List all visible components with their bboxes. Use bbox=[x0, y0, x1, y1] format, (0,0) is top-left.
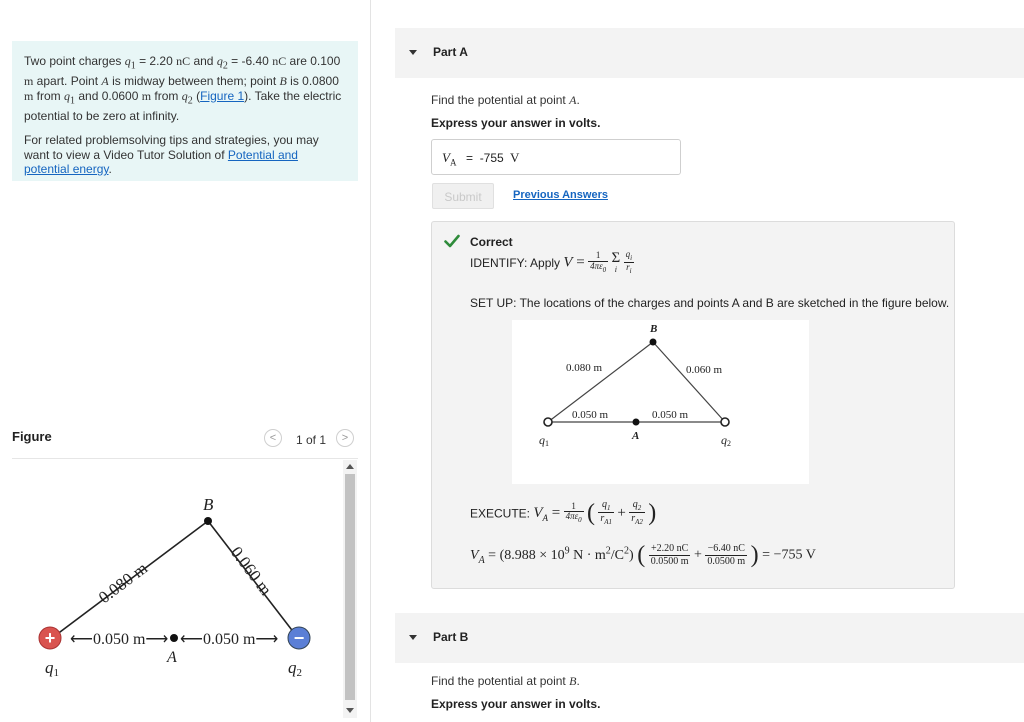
figure-link[interactable]: Figure 1 bbox=[200, 88, 245, 103]
part-b-header[interactable] bbox=[395, 613, 1024, 663]
execute-step: EXECUTE: $V_A$ = $\frac{1}{4\pi\varepsilon_0}$ ( $\frac{q_1}{r_{A1}}$ + $\frac{q_2}{r_{A2}}$ ) bbox=[470, 499, 657, 527]
answer-variable: $V_A$ bbox=[442, 150, 457, 168]
point-B bbox=[650, 339, 657, 346]
figure-charges-diagram bbox=[12, 470, 332, 690]
problem-column bbox=[0, 0, 371, 722]
problem-statement bbox=[12, 41, 358, 181]
numeric-calculation: $V_A = (8.988 \times 10^9$ $N \cdot m^2/C^2$) ( $\frac{+2.20 nC}{0.0500 m}$ + $\frac{-6.40 nC}{0.0500 m}$ ) = −755 V bbox=[470, 542, 816, 568]
figure-next-button[interactable]: > bbox=[336, 429, 354, 447]
part-a-question: Find the potential at point A. bbox=[431, 93, 580, 107]
feedback-panel bbox=[431, 221, 955, 589]
label-dist-B-q2: 0.060 m bbox=[226, 542, 276, 599]
answer-input[interactable] bbox=[431, 139, 681, 175]
label-dist-B-q2: 0.060 m bbox=[686, 364, 723, 376]
label-span-left: ⟵0.050 m⟶ bbox=[70, 631, 169, 648]
answer-column bbox=[371, 0, 1024, 722]
part-a-header[interactable] bbox=[395, 28, 1024, 78]
answer-unit: V bbox=[510, 150, 520, 165]
check-icon bbox=[444, 234, 460, 248]
point-A bbox=[170, 634, 178, 642]
answer-value: = -755 bbox=[466, 151, 504, 165]
label-q1: q1 bbox=[45, 658, 59, 679]
point-A bbox=[633, 419, 640, 426]
minus-sign: − bbox=[293, 628, 305, 648]
point-B bbox=[204, 517, 212, 525]
part-b-instruction: Express your answer in volts. bbox=[431, 697, 601, 711]
figure-pager: 1 of 1 bbox=[296, 433, 327, 447]
label-dist-q1-B: 0.080 m bbox=[94, 558, 151, 608]
problem-paragraph-1: Two point charges $q_1 = 2.20$ nC and $q_2 = -6.40$ nC are 0.100 m apart. Point A is midway between them; point B is 0.0800 m from $q_1$ and 0.0600 m from $q_2$ (Figure 1). Take the electric potential to be zero at infinity. bbox=[24, 54, 342, 123]
part-a-label: Part A bbox=[433, 45, 468, 59]
label-span-right: 0.050 m bbox=[652, 409, 689, 421]
video-tutor-link[interactable]: Potential and potential energy bbox=[24, 147, 298, 177]
setup-step: SET UP: The locations of the charges and points A and B are sketched in the figure below. bbox=[470, 296, 950, 310]
label-q2: q2 bbox=[721, 433, 731, 448]
label-A: A bbox=[632, 430, 640, 442]
scroll-up-icon[interactable] bbox=[346, 464, 354, 469]
part-a-instruction: Express your answer in volts. bbox=[431, 116, 601, 130]
correct-label: Correct bbox=[470, 235, 513, 249]
part-b-question: Find the potential at point B. bbox=[431, 674, 580, 688]
label-q2: q2 bbox=[288, 658, 302, 679]
part-b-label: Part B bbox=[433, 630, 469, 644]
charge-q2 bbox=[721, 418, 729, 426]
figure-prev-button[interactable]: < bbox=[264, 429, 282, 447]
label-A: A bbox=[167, 649, 177, 666]
submit-button[interactable]: Submit bbox=[432, 183, 494, 209]
label-q1: q1 bbox=[539, 433, 549, 448]
figure-header bbox=[12, 426, 358, 459]
caret-down-icon[interactable] bbox=[409, 50, 417, 55]
caret-down-icon[interactable] bbox=[409, 635, 417, 640]
scroll-down-icon[interactable] bbox=[346, 708, 354, 713]
plus-sign: + bbox=[44, 628, 56, 648]
label-B: B bbox=[203, 495, 214, 514]
figure-title: Figure bbox=[12, 429, 52, 444]
scrollbar-thumb[interactable] bbox=[345, 474, 355, 700]
identify-step: IDENTIFY: Apply V = $\frac{1}{4\pi\varepsilon_0}$ Σ i $\frac{q_i}{r_i}$ bbox=[470, 249, 633, 275]
setup-figure bbox=[512, 320, 809, 484]
previous-answers-link[interactable]: Previous Answers bbox=[513, 189, 608, 201]
label-span-left: 0.050 m bbox=[572, 409, 609, 421]
charge-q1 bbox=[544, 418, 552, 426]
label-span-right: ⟵0.050 m⟶ bbox=[180, 631, 279, 648]
figure-scrollbar[interactable] bbox=[343, 460, 357, 718]
label-B: B bbox=[650, 323, 658, 335]
label-dist-q1-B: 0.080 m bbox=[566, 362, 603, 374]
problem-paragraph-2: For related problemsolving tips and strategies, you may want to view a Video Tutor Solution of Potential and potential energy. bbox=[24, 133, 319, 177]
